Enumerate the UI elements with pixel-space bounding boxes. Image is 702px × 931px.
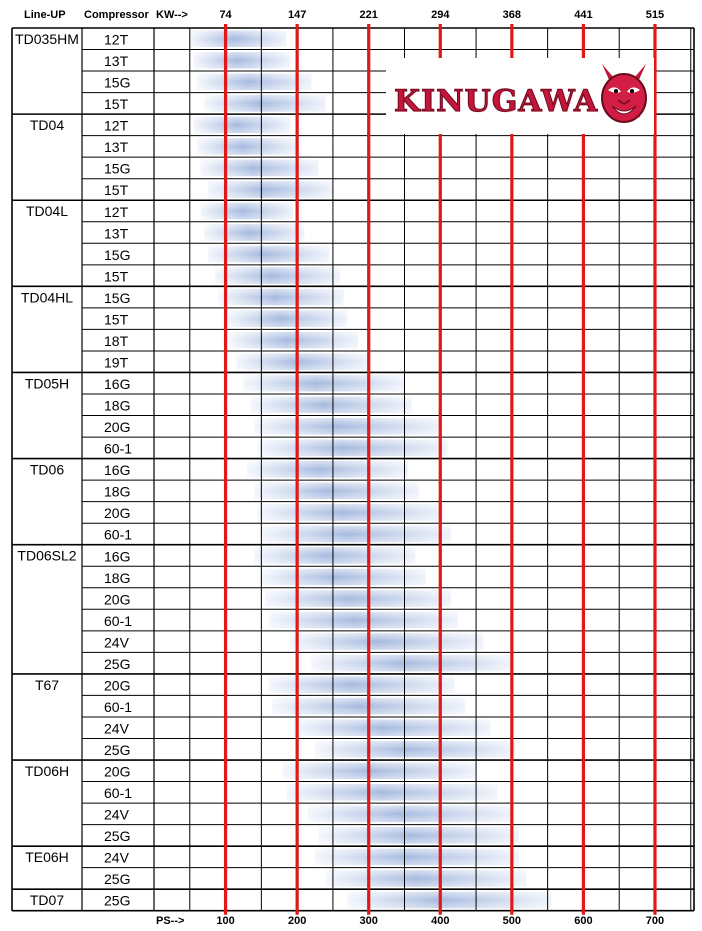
lineup-label: TD06SL2 — [17, 547, 77, 564]
range-bar-highlight — [193, 117, 290, 134]
compressor-label: 18T — [104, 332, 129, 349]
range-bar-highlight — [283, 763, 476, 780]
compressor-label: 15T — [104, 182, 129, 199]
range-bars — [190, 31, 551, 909]
kw-tick-label: 294 — [431, 9, 450, 21]
range-bar-highlight — [294, 719, 491, 736]
range-bar-highlight — [247, 461, 408, 478]
ps-tick-label: 400 — [431, 915, 450, 927]
range-bar-highlight — [290, 633, 483, 650]
compressor-label: 24V — [104, 634, 129, 651]
range-bar-highlight — [201, 160, 319, 177]
range-bar-highlight — [243, 375, 404, 392]
compressor-label: 25G — [104, 742, 131, 759]
lineup-label: T67 — [34, 676, 60, 693]
compressor-label: 15G — [104, 246, 131, 263]
ps-tick-label: 700 — [645, 915, 665, 927]
ps-tick-label: 500 — [502, 915, 522, 927]
range-bar-highlight — [319, 827, 519, 844]
oni-mask-icon — [596, 60, 652, 126]
kw-tick-label: 441 — [574, 9, 593, 21]
kw-tick-label: 74 — [219, 9, 232, 21]
ps-tick-label: 200 — [287, 915, 307, 927]
compressor-label: 18G — [104, 483, 131, 500]
compressor-label: 25G — [104, 828, 131, 845]
compressor-label: 15T — [104, 96, 129, 113]
range-bar-highlight — [254, 418, 440, 435]
range-bar-highlight — [254, 483, 419, 500]
range-bar-highlight — [204, 224, 304, 241]
compressor-label: 60-1 — [104, 612, 133, 629]
compressor-label: 15T — [104, 268, 129, 285]
lineup-label: TD04 — [29, 117, 65, 134]
compressor-label: 60-1 — [104, 785, 133, 802]
compressor-label: 16G — [104, 376, 131, 393]
compressor-label: 24V — [104, 849, 129, 866]
kinugawa-logo — [386, 58, 654, 134]
compressor-label: 20G — [104, 419, 131, 436]
compressor-label: 60-1 — [104, 440, 133, 457]
range-bar-highlight — [347, 892, 551, 909]
range-bar-highlight — [308, 806, 512, 823]
compressor-label: 24V — [104, 720, 129, 737]
compressor-label: 25G — [104, 871, 131, 888]
row-labels — [15, 31, 132, 909]
compressor-label: 20G — [104, 591, 131, 608]
range-bar-highlight — [190, 31, 287, 48]
lineup-label: TD05H — [24, 375, 70, 392]
lineup-label: TD06 — [29, 461, 65, 478]
range-bar-highlight — [258, 440, 448, 457]
range-bar-highlight — [315, 849, 519, 866]
range-bar-highlight — [215, 267, 340, 284]
range-bar-highlight — [265, 590, 451, 607]
range-bar-highlight — [311, 655, 511, 672]
registered-mark: ® — [634, 110, 641, 120]
compressor-label: 60-1 — [104, 526, 133, 543]
compressor-label: 12T — [104, 31, 129, 48]
range-bar-highlight — [236, 353, 368, 370]
compressor-label: 13T — [104, 53, 129, 70]
compressor-label: 24V — [104, 806, 129, 823]
ps-footer: PS--> — [156, 915, 185, 927]
compressor-label: 25G — [104, 892, 131, 909]
ps-tick-label: 600 — [574, 915, 593, 927]
logo-text: KINUGAWA — [394, 84, 599, 119]
compressor-label: 12T — [104, 117, 129, 134]
compressor-label: 19T — [104, 354, 129, 371]
range-bar-highlight — [326, 870, 526, 887]
lineup-label: TD04L — [25, 203, 69, 220]
compressor-label: 20G — [104, 505, 131, 522]
compressor-label: 18G — [104, 397, 131, 414]
compressor-label: 18G — [104, 569, 131, 586]
range-bar-highlight — [261, 526, 451, 543]
lineup-label: TD06H — [24, 763, 70, 780]
compressor-label: 16G — [104, 462, 131, 479]
compressor-label: 20G — [104, 763, 131, 780]
ps-tick-label: 300 — [359, 915, 378, 927]
range-bar-highlight — [229, 332, 358, 349]
range-bar-highlight — [226, 310, 348, 327]
compressor-label: 15G — [104, 160, 131, 177]
kw-tick-label: 368 — [502, 9, 522, 21]
compressor-label: 15T — [104, 311, 129, 328]
range-bar-highlight — [251, 397, 412, 414]
compressor-label: 13T — [104, 139, 129, 156]
range-bar-highlight — [254, 547, 415, 564]
compressor-label: 15G — [104, 74, 131, 91]
range-bar-highlight — [197, 74, 312, 91]
range-bar-highlight — [261, 569, 426, 586]
kw-header: KW--> — [156, 9, 188, 21]
compressor-label: 20G — [104, 677, 131, 694]
lineup-header: Line-UP — [24, 9, 66, 21]
lineup-label: TE06H — [25, 849, 69, 866]
lineup-label: TD04HL — [20, 289, 74, 306]
compressor-label: 25G — [104, 655, 131, 672]
compressor-header: Compressor — [84, 9, 149, 21]
compressor-label: 13T — [104, 225, 129, 242]
compressor-label: 60-1 — [104, 698, 133, 715]
range-bar-highlight — [204, 95, 326, 112]
range-bar-highlight — [315, 741, 515, 758]
lineup-label: TD035HM — [15, 31, 79, 47]
range-bar-highlight — [197, 138, 297, 155]
kw-tick-label: 221 — [359, 9, 378, 21]
ps-tick-label: 100 — [216, 915, 235, 927]
range-bar-highlight — [258, 504, 444, 521]
compressor-label: 12T — [104, 203, 129, 220]
compressor-label: 16G — [104, 548, 131, 565]
range-bar-highlight — [193, 52, 290, 69]
range-bar-highlight — [286, 784, 497, 801]
range-bar-highlight — [218, 289, 343, 306]
kw-tick-label: 147 — [287, 9, 307, 21]
kw-tick-label: 515 — [645, 9, 665, 21]
lineup-label: TD07 — [29, 892, 65, 909]
range-bar-highlight — [201, 203, 294, 220]
compressor-label: 15G — [104, 289, 131, 306]
